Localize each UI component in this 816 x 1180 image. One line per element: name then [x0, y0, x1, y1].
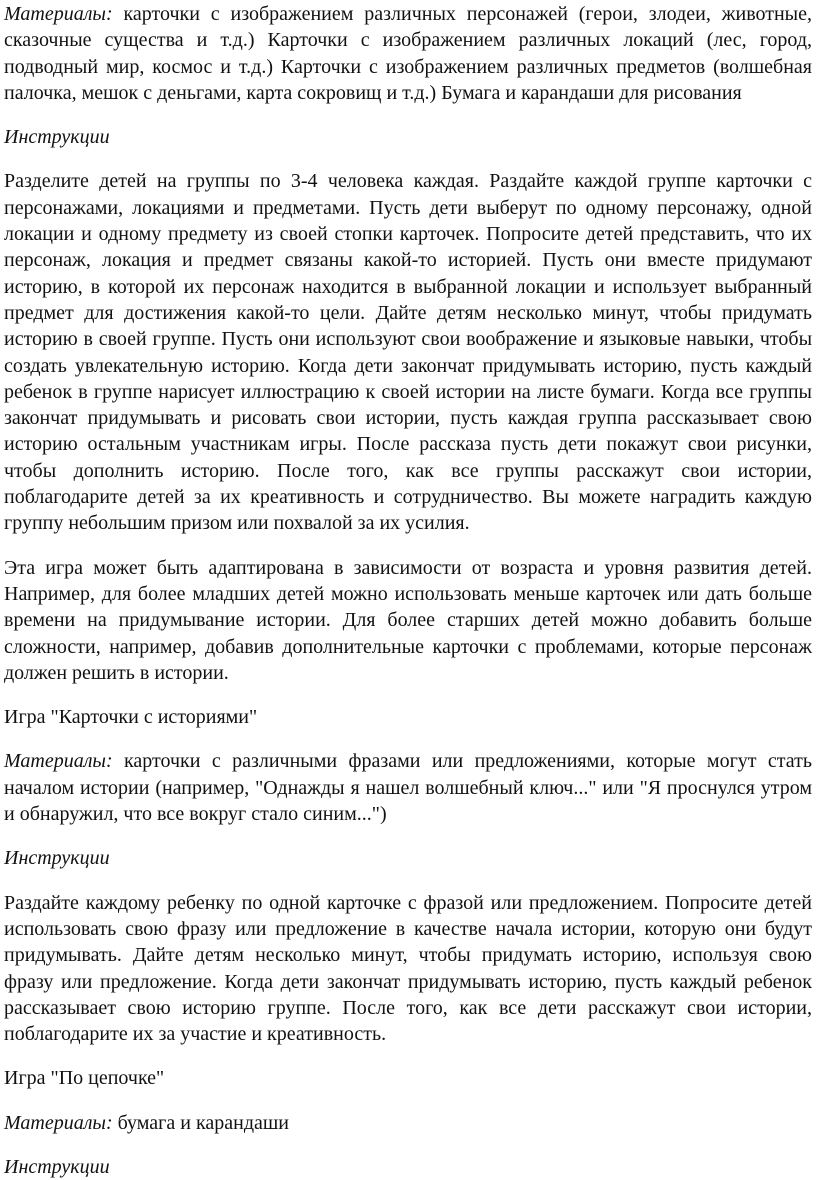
- materials-label: Материалы:: [4, 1111, 113, 1134]
- materials-paragraph: [4, 748, 812, 827]
- instructions-paragraph: Разделите детей на группы по 3-4 человека каждая. Раздайте каждой группе карточки с персонажами, локациями и предметами. Пусть дети выберут по одному персонажу, одной локации и одному предмету из своей стопки карточек. Попросите детей представить, что их персонаж, локация и предмет связаны какой-то историей. Пусть они вместе придумают историю, в которой их персонаж находится в выбранной локации и использует выбранный предмет для достижения какой-то цели. Дайте детям несколько минут, чтобы придумать историю в своей группе. Пусть они используют свои воображение и языковые навыки, чтобы создать увлекательную историю. Когда дети закончат придумывать историю, пусть каждый ребенок в группе нарисует иллюстрацию к своей истории на листе бумаги. Когда все группы закончат придумывать и рисовать свои истории, пусть каждая группа рассказывает свою историю остальным участникам игры. После рассказа пусть дети покажут свои рисунки, чтобы дополнить историю. После того, как все группы расскажут свои истории, поблагодарите детей за их креативность и сотрудничество. Вы можете наградить каждую группу небольшим призом или похвалой за их усилия.: [4, 170, 812, 535]
- materials-text: карточки с изображением различных персонажей (герои, злодеи, животные, сказочные существа и т.д.) Карточки с изображением различных локаций (лес, город, подводный мир, космос и т.д.) Карточки с изображением различных предметов (волшебная палочка, мешок с деньгами, карта сокровищ и т.д.) Бумага и карандаши для рисования: [4, 3, 812, 104]
- document-page: [0, 1, 816, 1180]
- materials-label: Материалы:: [4, 3, 113, 25]
- materials-text: бумага и карандаши: [112, 1111, 289, 1134]
- materials-label: Материалы:: [4, 750, 113, 773]
- materials-paragraph: [4, 1, 812, 106]
- instructions-heading: Инструкции: [4, 1155, 110, 1178]
- instructions-heading: Инструкции: [4, 126, 110, 149]
- materials-text: карточки с различными фразами или предложениями, которые могут стать началом истории (например, "Однажды я нашел волшебный ключ..." или "Я проснулся утром и обнаружил, что все вокруг стало синим..."): [4, 750, 812, 826]
- instructions-paragraph: Раздайте каждому ребенку по одной карточке с фразой или предложением. Попросите детей использовать свою фразу или предложение в качестве начала истории, которую они будут придумывать. Дайте детям несколько минут, чтобы придумать историю, используя свою фразу или предложение. Когда дети закончат придумывать историю, пусть каждый ребенок рассказывает свою историю группе. После того, как все дети расскажут свои истории, поблагодарите их за участие и креативность.: [4, 891, 812, 1046]
- instructions-heading: Инструкции: [4, 847, 110, 870]
- game-title: Игра "По цепочке": [4, 1067, 165, 1090]
- adaptation-paragraph: Эта игра может быть адаптирована в зависимости от возраста и уровня развития детей. Например, для более младших детей можно использовать меньше карточек или дать больше времени на придумывание истории. Для более старших детей можно добавить больше сложности, например, добавив дополнительные карточки с проблемами, которые персонаж должен решить в истории.: [4, 556, 812, 684]
- materials-paragraph: [4, 1110, 812, 1136]
- game-title: Игра "Карточки с историями": [4, 706, 258, 729]
